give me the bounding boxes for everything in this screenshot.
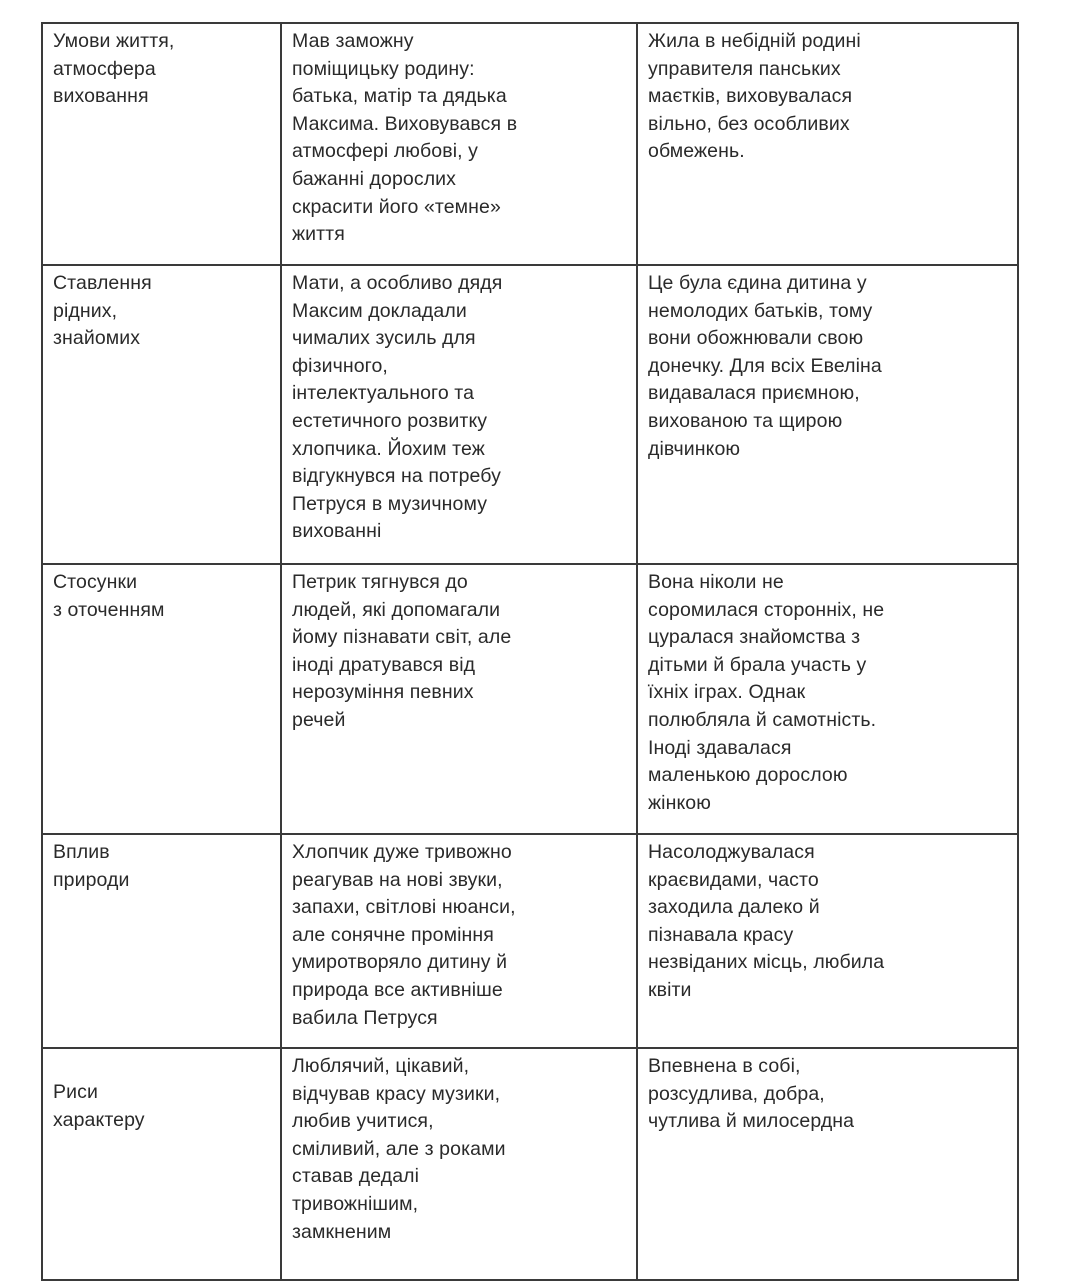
comparison-table-wrapper bbox=[41, 22, 1017, 1281]
table-row bbox=[42, 834, 1018, 1048]
evelina-cell: Жила в небідній родині управителя панських маєтків, виховувалася вільно, без особливих обмежень. bbox=[637, 23, 1018, 265]
evelina-cell: Насолоджувалася краєвидами, часто заходила далеко й пізнавала красу незвіданих місць, любила квіти bbox=[637, 834, 1018, 1048]
character-comparison-table bbox=[41, 22, 1019, 1281]
table-row bbox=[42, 265, 1018, 564]
petro-cell: Петрик тягнувся до людей, які допомагали йому пізнавати світ, але іноді дратувався від нерозуміння певних речей bbox=[281, 564, 637, 834]
evelina-cell: Це була єдина дитина у немолодих батьків, тому вони обожнювали свою донечку. Для всіх Евеліна видавалася приємною, вихованою та щирою дівчинкою bbox=[637, 265, 1018, 564]
table-row bbox=[42, 564, 1018, 834]
row-label: Умови життя, атмосфера виховання bbox=[42, 23, 281, 265]
petro-cell: Хлопчик дуже тривожно реагував на нові звуки, запахи, світлові нюанси, але сонячне проміння умиротворяло дитину й природа все активніше вабила Петруся bbox=[281, 834, 637, 1048]
row-label: Ставлення рідних, знайомих bbox=[42, 265, 281, 564]
row-label: Стосунки з оточенням bbox=[42, 564, 281, 834]
petro-cell: Люблячий, цікавий, відчував красу музики, любив учитися, сміливий, але з роками ставав дедалі тривожнішим, замкненим bbox=[281, 1048, 637, 1280]
table-row bbox=[42, 1048, 1018, 1280]
evelina-cell: Впевнена в собі, розсудлива, добра, чутлива й милосердна bbox=[637, 1048, 1018, 1280]
petro-cell: Мав заможну поміщицьку родину: батька, матір та дядька Максима. Виховувався в атмосфері любові, у бажанні дорослих скрасити його «темне» життя bbox=[281, 23, 637, 265]
evelina-cell: Вона ніколи не соромилася сторонніх, не цуралася знайомства з дітьми й брала участь у їхніх іграх. Однак полюбляла й самотність. Іноді здавалася маленькою дорослою жінкою bbox=[637, 564, 1018, 834]
row-label: Риси характеру bbox=[42, 1048, 281, 1280]
table-row bbox=[42, 23, 1018, 265]
petro-cell: Мати, а особливо дядя Максим докладали чималих зусиль для фізичного, інтелектуального та естетичного розвитку хлопчика. Йохим теж відгукнувся на потребу Петруся в музичному вихованні bbox=[281, 265, 637, 564]
row-label: Вплив природи bbox=[42, 834, 281, 1048]
